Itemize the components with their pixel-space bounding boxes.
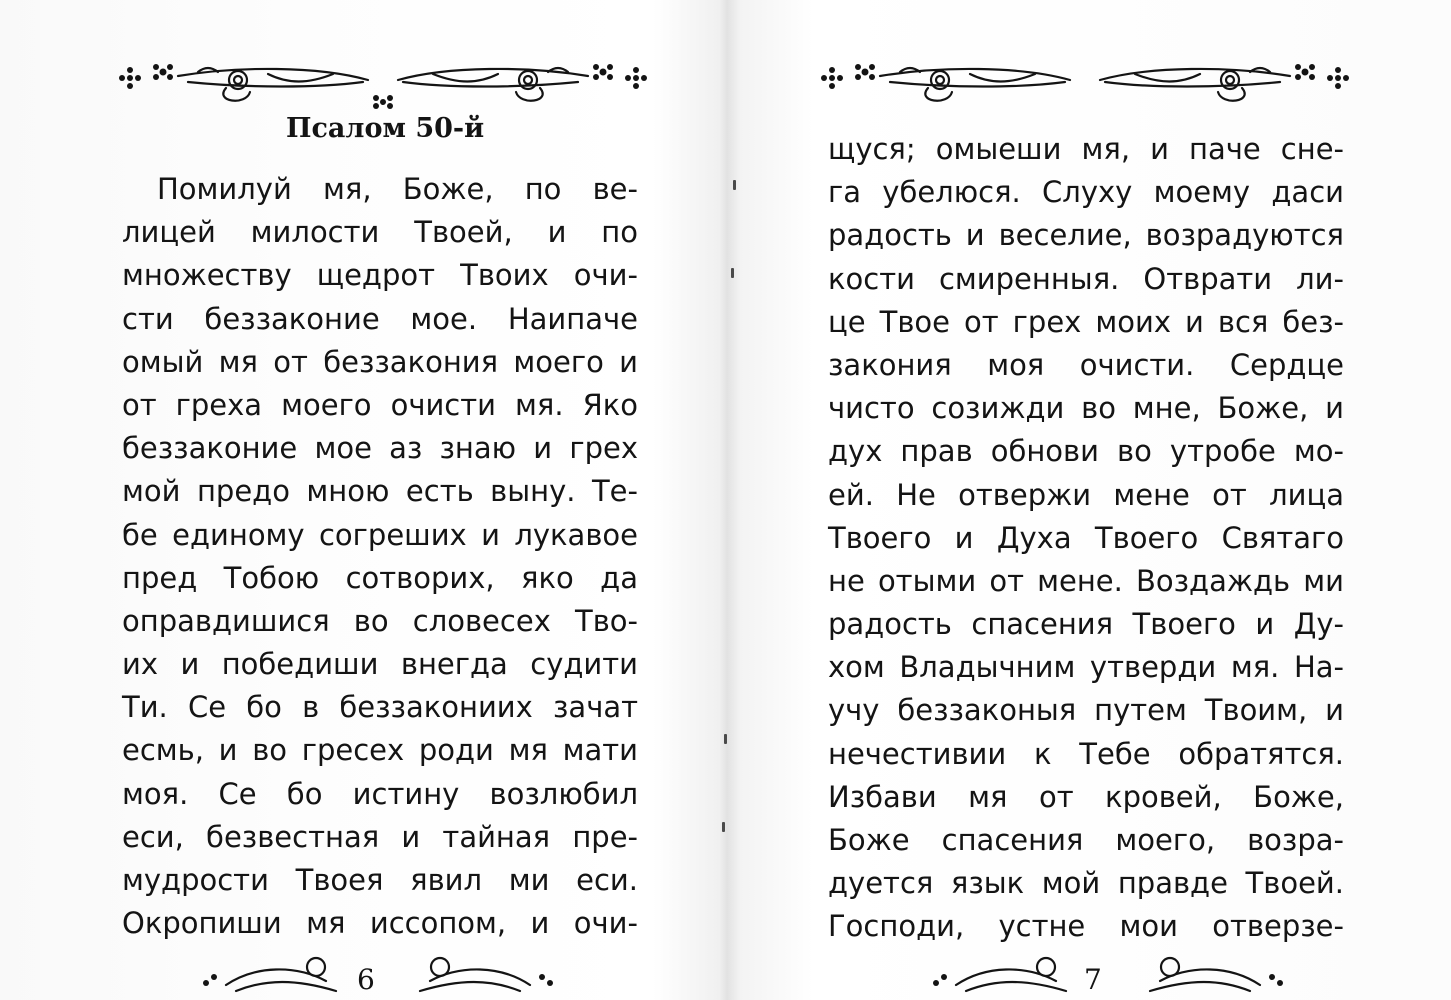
text-line: закония моя очисти. Сердце: [828, 347, 1344, 382]
text-line: беззаконие мое аз знаю и грех: [122, 431, 638, 466]
header-ornament-icon: [118, 58, 648, 114]
text-line: есмь, и во гресех роди мя мати: [122, 733, 638, 768]
text-line: бе единому согреших и лукавое: [122, 517, 638, 552]
text-line: сти беззаконие мое. Наипаче: [122, 301, 638, 336]
text-line: оправдишися во словесех Тво-: [122, 603, 638, 638]
psalm-title: Псалом 50-й: [286, 113, 485, 144]
text-line: хом Владычним утверди мя. На-: [828, 650, 1344, 685]
text-line: их и победиши внегда судити: [122, 647, 638, 682]
text-line: омый мя от беззакония моего и: [122, 344, 638, 379]
text-line: Господи, устне мои отверзе-: [828, 909, 1344, 944]
left-page: [0, 0, 725, 1000]
text-line: щуся; омыеши мя, и паче сне-: [828, 132, 1344, 166]
text-line: от греха моего очисти мя. Яко: [122, 387, 638, 422]
text-line: кости смиренныя. Отврати ли-: [828, 261, 1344, 296]
psalm-text-left: [122, 168, 638, 945]
text-line: Окропиши мя иссопом, и очи-: [122, 906, 638, 941]
footer-ornament-icon: [926, 945, 1290, 1000]
text-line: радость и веселие, возрадуются: [828, 218, 1344, 253]
text-line: учу беззаконыя путем Твоим, и: [828, 693, 1344, 728]
text-line: еси, безвестная и тайная пре-: [122, 819, 638, 854]
text-line: пред Тобою сотворих, яко да: [122, 560, 638, 595]
text-line: Твоего и Духа Твоего Святаго: [828, 520, 1344, 555]
psalm-text-right: [828, 128, 1344, 949]
header-ornament-icon: [820, 58, 1350, 114]
text-line: Боже спасения моего, возра-: [828, 823, 1344, 857]
text-line: мой предо мною есть выну. Те-: [122, 474, 638, 509]
text-line: дуется язык мой правде Твоей.: [828, 866, 1344, 901]
text-line: нечестивии к Тебе обратятся.: [828, 736, 1344, 771]
text-line: радость спасения Твоего и Ду-: [828, 607, 1344, 642]
page-number: 6: [357, 963, 375, 996]
text-line: Помилуй мя, Боже, по ве-: [157, 172, 638, 206]
right-page: [726, 0, 1451, 1000]
text-line: лицей милости Твоей, и по: [122, 215, 638, 250]
text-line: ей. Не отвержи мене от лица: [828, 477, 1344, 512]
text-line: Избави мя от кровей, Боже,: [828, 779, 1344, 814]
text-line: чисто созижди во мне, Боже, и: [828, 391, 1344, 426]
text-line: дух прав обнови во утробе мо-: [828, 434, 1344, 469]
page-number: 7: [1084, 963, 1102, 996]
text-line: це Твое от грех моих и вся без-: [828, 304, 1344, 339]
text-line: га убелюся. Слуху моему даси: [828, 175, 1344, 210]
binding-stitch: [722, 822, 725, 832]
text-line: множеству щедрот Твоих очи-: [122, 258, 638, 293]
text-line: Ти. Се бо в беззакониих зачат: [122, 690, 638, 725]
footer-ornament-icon: [196, 945, 560, 1000]
text-line: не отыми от мене. Воздаждь ми: [828, 563, 1344, 598]
text-line: мудрости Твоея явил ми еси.: [122, 863, 638, 897]
text-line: моя. Се бо истину возлюбил: [122, 776, 638, 811]
